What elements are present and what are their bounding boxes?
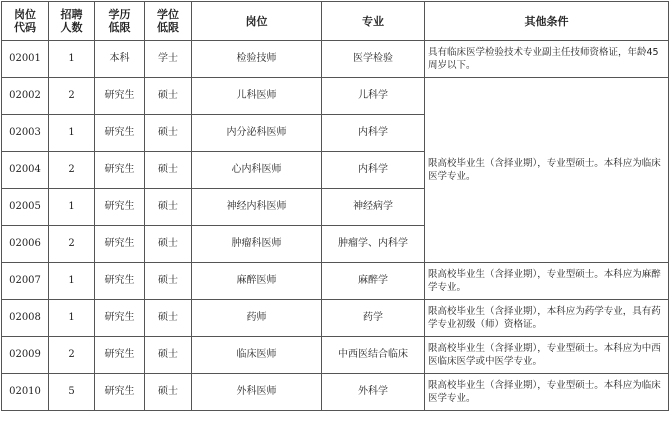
cell-code: 02002 (2, 78, 49, 115)
cell-count: 2 (49, 152, 95, 189)
table-row (2, 78, 669, 115)
cell-code: 02006 (2, 226, 49, 263)
cell-major: 内科学 (322, 152, 425, 189)
cell-edu: 本科 (95, 41, 145, 78)
recruitment-table (1, 1, 669, 411)
cell-degree: 硕士 (145, 263, 192, 300)
cell-code: 02009 (2, 337, 49, 374)
cell-major: 儿科学 (322, 78, 425, 115)
cell-degree: 硕士 (145, 337, 192, 374)
cell-conditions: 限高校毕业生（含择业期），专业型硕士。本科应为临床医学专业。 (425, 374, 669, 411)
cell-edu: 研究生 (95, 300, 145, 337)
cell-major: 内科学 (322, 115, 425, 152)
cell-position: 临床医师 (192, 337, 322, 374)
header-row (2, 2, 669, 41)
cell-code: 02003 (2, 115, 49, 152)
cell-degree: 硕士 (145, 300, 192, 337)
table-row (2, 41, 669, 78)
header-major: 专业 (322, 2, 425, 41)
cell-degree: 硕士 (145, 374, 192, 411)
cell-count: 1 (49, 41, 95, 78)
cell-position: 麻醉医师 (192, 263, 322, 300)
cell-edu: 研究生 (95, 337, 145, 374)
cell-conditions: 具有临床医学检验技术专业副主任技师资格证，年龄45周岁以下。 (425, 41, 669, 78)
header-position: 岗位 (192, 2, 322, 41)
header-code: 岗位 代码 (2, 2, 49, 41)
cell-position: 内分泌科医师 (192, 115, 322, 152)
cell-degree: 硕士 (145, 78, 192, 115)
cell-conditions: 限高校毕业生（含择业期），本科应为药学专业，具有药学专业初级（师）资格证。 (425, 300, 669, 337)
cell-major: 药学 (322, 300, 425, 337)
cell-count: 1 (49, 189, 95, 226)
table-row (2, 263, 669, 300)
cell-count: 2 (49, 226, 95, 263)
table-row (2, 300, 669, 337)
cell-count: 1 (49, 300, 95, 337)
cell-position: 药师 (192, 300, 322, 337)
cell-degree: 学士 (145, 41, 192, 78)
cell-count: 2 (49, 337, 95, 374)
cell-code: 02005 (2, 189, 49, 226)
cell-code: 02007 (2, 263, 49, 300)
header-conditions: 其他条件 (425, 2, 669, 41)
cell-edu: 研究生 (95, 152, 145, 189)
cell-degree: 硕士 (145, 189, 192, 226)
cell-major: 外科学 (322, 374, 425, 411)
cell-position: 儿科医师 (192, 78, 322, 115)
cell-major: 中西医结合临床 (322, 337, 425, 374)
header-edu: 学历 低限 (95, 2, 145, 41)
cell-code: 02008 (2, 300, 49, 337)
cell-major: 麻醉学 (322, 263, 425, 300)
cell-count: 2 (49, 78, 95, 115)
cell-position: 神经内科医师 (192, 189, 322, 226)
cell-degree: 硕士 (145, 152, 192, 189)
cell-count: 1 (49, 115, 95, 152)
cell-position: 肿瘤科医师 (192, 226, 322, 263)
cell-conditions: 限高校毕业生（含择业期），专业型硕士。本科应为中西医临床医学或中医学专业。 (425, 337, 669, 374)
cell-count: 1 (49, 263, 95, 300)
cell-position: 心内科医师 (192, 152, 322, 189)
cell-count: 5 (49, 374, 95, 411)
cell-edu: 研究生 (95, 189, 145, 226)
cell-code: 02001 (2, 41, 49, 78)
header-count: 招聘 人数 (49, 2, 95, 41)
cell-position: 外科医师 (192, 374, 322, 411)
cell-edu: 研究生 (95, 263, 145, 300)
cell-edu: 研究生 (95, 78, 145, 115)
cell-edu: 研究生 (95, 115, 145, 152)
cell-code: 02004 (2, 152, 49, 189)
cell-edu: 研究生 (95, 374, 145, 411)
cell-position: 检验技师 (192, 41, 322, 78)
table-row (2, 337, 669, 374)
cell-degree: 硕士 (145, 226, 192, 263)
cell-edu: 研究生 (95, 226, 145, 263)
cell-conditions: 限高校毕业生（含择业期），专业型硕士。本科应为临床医学专业。 (425, 78, 669, 263)
header-degree: 学位 低限 (145, 2, 192, 41)
cell-code: 02010 (2, 374, 49, 411)
cell-major: 肿瘤学、内科学 (322, 226, 425, 263)
cell-conditions: 限高校毕业生（含择业期），专业型硕士。本科应为麻醉学专业。 (425, 263, 669, 300)
cell-degree: 硕士 (145, 115, 192, 152)
table-row (2, 374, 669, 411)
cell-major: 神经病学 (322, 189, 425, 226)
cell-major: 医学检验 (322, 41, 425, 78)
